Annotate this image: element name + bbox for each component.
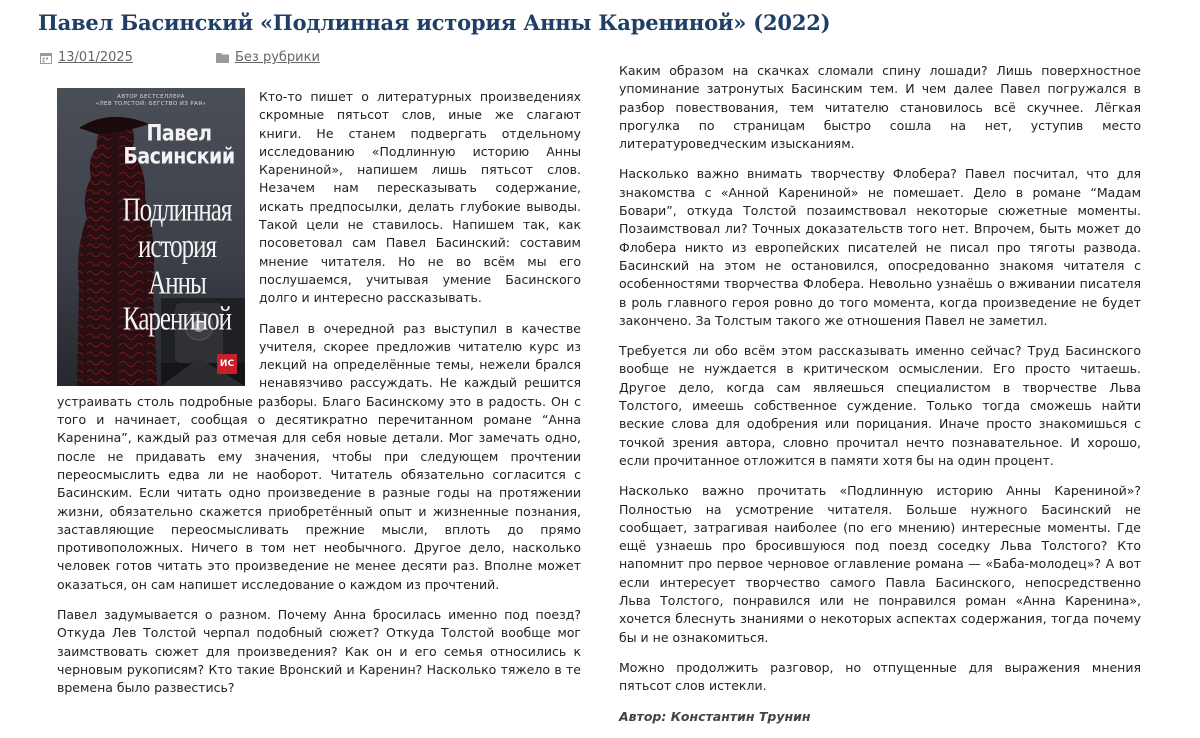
article-paragraph: Каким образом на скачках сломали спину лошади? Лишь поверхностное упоминание затронутых Басинским тем. И чем далее Павел погружался в разбор повествования, тем читателю становилось всё скучнее. Лёгкая прогулка по страницам быстро сошла на нет, уступив место литературоведческим изысканиям. xyxy=(619,63,1141,152)
publisher-logo: ИС xyxy=(217,354,237,374)
cover-title-text: Подлинная история Анны Карениной xyxy=(122,192,232,338)
article-column-right xyxy=(619,62,1141,738)
cover-series-text: АВТОР БЕСТСЕЛЛЕРА «ЛЕВ ТОЛСТОЙ: БЕГСТВО ИЗ РАЯ» xyxy=(95,94,207,107)
post-category-link[interactable]: Без рубрики xyxy=(235,50,320,65)
post-date-link[interactable]: 13/01/2025 xyxy=(58,50,133,65)
article-paragraph: Павел задумывается о разном. Почему Анна бросилась именно под поезд? Откуда Лев Толстой черпал подобный сюжет? Откуда Толстой вообще мог заимствовать сюжет для произведения? Как он и его семья относились к черновым рукописям? Кто такие Вронский и Каренин? Насколько тяжело в те времена было развестись? xyxy=(57,607,581,696)
post-date-meta xyxy=(40,50,133,65)
article-paragraph: Насколько важно прочитать «Подлинную историю Анны Карениной»? Полностью на усмотрение читателя. Больше нужного Басинский не сообщает, затрагивая наиболее (по его мнению) интересные моменты. Где ещё узнаешь про бросившуюся под поезд соседку Льва Толстого? Кто напомнит про первое черновое оглавление романа — «Баба-молодец»? А вот если интересует творчество самого Павла Басинского, непосредственно Льва Толстого, понравился или не понравился роман «Анна Каренина», хочется блеснуть знаниями о некоторых аспектах содержания, тогда почему бы и не ознакомиться. xyxy=(619,483,1141,645)
article-column-left xyxy=(57,88,581,710)
calendar-icon xyxy=(40,52,52,64)
book-cover-image xyxy=(57,88,245,386)
article-paragraph: Можно продолжить разговор, но отпущенные для выражения мнения пятьсот слов истекли. xyxy=(619,659,1141,694)
article-paragraph: Требуется ли обо всём этом рассказывать именно сейчас? Труд Басинского вообще не нуждается в критическом осмыслении. Его просто читаешь. Другое дело, когда сам являешься специалистом в творчестве Льва Толстого, имеешь собственное суждение. Только тогда сможешь найти веские слова для одобрения или порицания. Иначе просто знакомишься с точкой зрения автора, словно прочитал нечто познавательное. И хорошо, если прочитанное отложится в памяти хотя бы на один процент. xyxy=(619,343,1141,468)
cover-author-text: Павел Басинский xyxy=(123,120,235,170)
folder-icon xyxy=(216,52,229,63)
article-paragraph: Кто-то пишет о литературных произведениях скромные пятьсот слов, иные же слагают книги. Не станем подвергать отдельному исследованию «Подлинную историю Анны Карениной», напишем лишь пятьсот слов. Незачем нам пересказывать содержание, искать предпосылки, делать глубокие выводы. Такой цели не ставилось. Напишем так, как посоветовал сам Павел Басинский: составим мнение читателя. Но не во всём мы его послушаемся, учитывая умение Басинского долго и интересно рассказывать. xyxy=(259,89,581,306)
article-author: Автор: Константин Трунин xyxy=(619,708,811,724)
post-category-meta xyxy=(216,50,320,65)
article-paragraph: Павел в очередной раз выступил в качестве учителя, скорее предложив читателю курс из лекций на определённые темы, нежели брался ненавязчиво рассуждать. Не каждый решится устраивать столь подробные разборы. Благо Басинскому это в радость. Он с того и начинает, сообщая о десятикратно перечитанном романе “Анна Каренина”, каждый раз отмечая для себя новые детали. Мог замечать одно, после не придавать ему значения, чтобы при следующем прочтении переосмыслить едва ли не наоборот. Читатель обязательно согласится с Басинским. Если читать одно произведение в разные годы на протяжении жизни, обязательно скажется приобретённый опыт и жизненные познания, заставляющие переосмысливать прежние мысли, вплоть до прямо противоположных. Ничего в том нет необычного. Другое дело, насколько человек готов читать это произведение не менее десяти раз. Вполне может оказаться, он сам напишет исследование о каждом из прочтений. xyxy=(57,320,581,592)
article-paragraph: Насколько важно внимать творчеству Флобера? Павел посчитал, что для знакомства с «Анной Карениной» не помешает. Дело в романе “Мадам Бовари”, откуда Толстой позаимствовал некоторые сюжетные моменты. Позаимствовал ли? Точных доказательств того нет. Впрочем, быть может до Флобера никто из европейских писателей не писал про тяготы развода. Басинский на этом не остановился, опосредованно знакомя читателя с особенностями творчества Флобера. Невольно узнаёшь о вживании писателя в роль главного героя ровно до того момента, когда произведение не будет закончено. За Толстым такого же отношения Павел не заметил. xyxy=(619,166,1141,328)
post-title[interactable]: Павел Басинский «Подлинная история Анны Карениной» (2022) xyxy=(38,10,831,35)
